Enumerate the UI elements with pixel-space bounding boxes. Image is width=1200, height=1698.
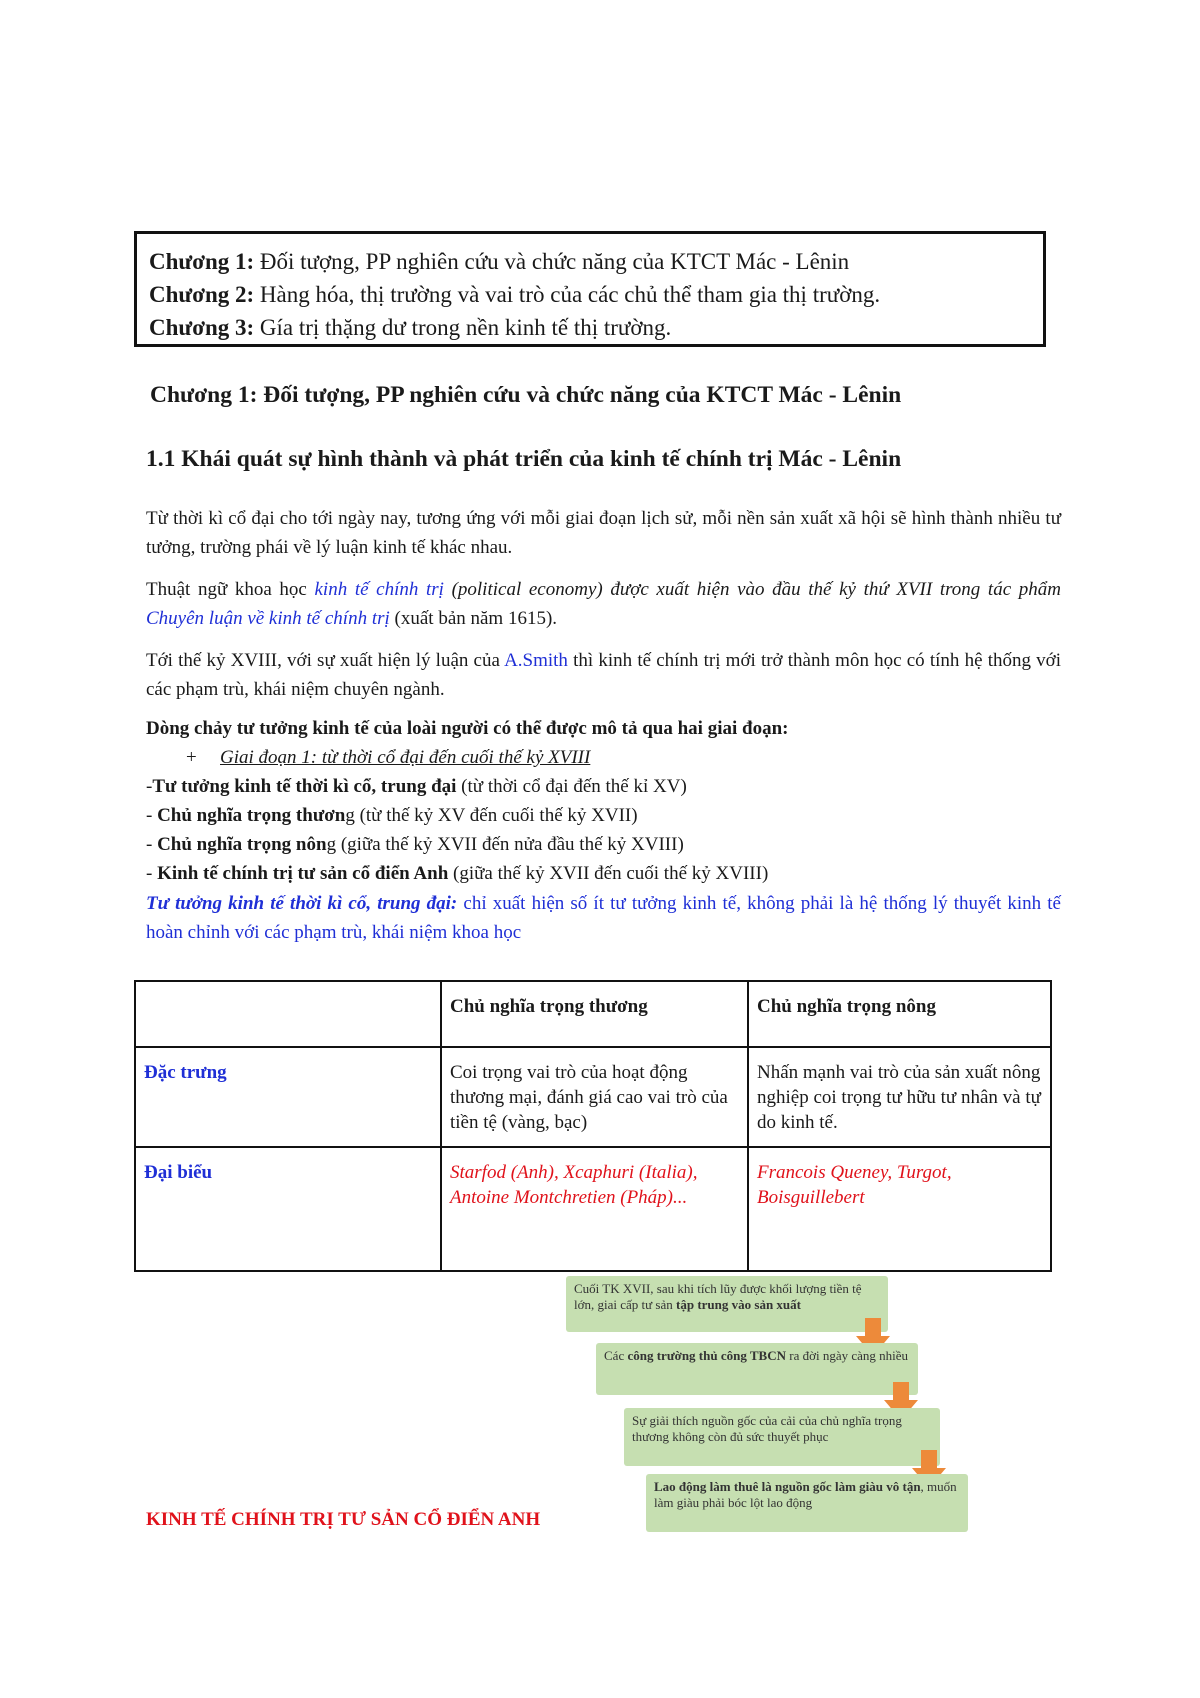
chapter-heading: Chương 1: Đối tượng, PP nghiên cứu và chức năng của KTCT Mác - Lênin [150, 382, 902, 408]
table-cell: Nhấn mạnh vai trò của sản xuất nông nghiệp coi trọng tư hữu tư nhân và tự do kinh tế. [748, 1047, 1051, 1147]
toc-line-2: Chương 2: Hàng hóa, thị trường và vai trò của các chủ thể tham gia thị trường. [149, 282, 881, 307]
term-paragraph: Thuật ngữ khoa học kinh tế chính trị (political economy) được xuất hiện vào đầu thế kỷ thứ XVII trong tác phẩm Chuyên luận về kinh tế chính trị (xuất bản năm 1615). [146, 579, 1061, 629]
table-row [135, 1147, 1051, 1271]
flow-step-4: Lao động làm thuê là nguồn gốc làm giàu vô tận, muốn làm giàu phải bóc lột lao động [646, 1474, 968, 1532]
stage-item-mercantilism: - Chủ nghĩa trọng thương (từ thế kỷ XV đến cuối thế kỷ XVII) [146, 805, 638, 826]
comparison-table [134, 980, 1052, 1272]
stage-item-classical-english: - Kinh tế chính trị tư sản cổ điển Anh (giữa thế kỷ XVII đến cuối thế kỷ XVIII) [146, 863, 769, 884]
table-cell: Francois Queney, Turgot, Boisguillebert [748, 1147, 1051, 1271]
flow-step-1: Cuối TK XVII, sau khi tích lũy được khối lượng tiền tệ lớn, giai cấp tư sản tập trung vào sản xuất [566, 1276, 888, 1332]
ancient-note: Tư tưởng kinh tế thời kì cổ, trung đại: chỉ xuất hiện số ít tư tưởng kinh tế, không phải là hệ thống lý thuyết kinh tế hoàn chỉnh với các phạm trù, khái niệm khoa học [146, 893, 1061, 943]
row-label: Đặc trưng [135, 1047, 441, 1147]
intro-paragraph: Từ thời kì cổ đại cho tới ngày nay, tương ứng với mỗi giai đoạn lịch sử, mỗi nền sản xuất xã hội sẽ hình thành nhiều tư tưởng, trường phái về lý luận kinh tế khác nhau. [146, 508, 1061, 558]
table-row [135, 1047, 1051, 1147]
table-header-row [135, 981, 1051, 1047]
row-label: Đại biểu [135, 1147, 441, 1271]
table-header-cell: Chủ nghĩa trọng thương [441, 981, 748, 1047]
table-header-cell: Chủ nghĩa trọng nông [748, 981, 1051, 1047]
section-heading: 1.1 Khái quát sự hình thành và phát triển của kinh tế chính trị Mác - Lênin [146, 446, 902, 472]
plus-bullet: + [186, 747, 197, 768]
table-cell: Starfod (Anh), Xcaphuri (Italia), Antoine Montchretien (Pháp)... [441, 1147, 748, 1271]
smith-paragraph: Tới thế kỷ XVIII, với sự xuất hiện lý luận của A.Smith thì kinh tế chính trị mới trở thành môn học có tính hệ thống với các phạm trù, khái niệm chuyên ngành. [146, 650, 1061, 700]
flow-step-2: Các công trường thủ công TBCN ra đời ngày càng nhiều [596, 1343, 918, 1395]
smith-name: A.Smith [504, 650, 568, 671]
stage-item-ancient: -Tư tưởng kinh tế thời kì cổ, trung đại (từ thời cổ đại đến thế kỉ XV) [146, 776, 687, 797]
toc-line-1: Chương 1: Đối tượng, PP nghiên cứu và chức năng của KTCT Mác - Lênin [149, 249, 850, 274]
work-title: Chuyên luận về kinh tế chính trị [146, 608, 390, 629]
flow-title: Dòng chảy tư tưởng kinh tế của loài người có thể được mô tả qua hai giai đoạn: [146, 718, 789, 739]
term-kinh-te-chinh-tri: kinh tế chính trị [314, 579, 444, 600]
table-header-cell [135, 981, 441, 1047]
stage-1-line: + Giai đoạn 1: từ thời cổ đại đến cuối thế kỷ XVIII [186, 744, 590, 772]
toc-line-3: Chương 3: Gía trị thặng dư trong nền kinh tế thị trường. [149, 315, 672, 340]
table-cell: Coi trọng vai trò của hoạt động thương mại, đánh giá cao vai trò của tiền tệ (vàng, bạc) [441, 1047, 748, 1147]
classical-english-heading: KINH TẾ CHÍNH TRỊ TƯ SẢN CỔ ĐIỂN ANH [146, 1509, 541, 1530]
chapter-outline-box [134, 231, 1046, 347]
stage-item-physiocracy: - Chủ nghĩa trọng nông (giữa thế kỷ XVII đến nửa đầu thế kỷ XVIII) [146, 834, 684, 855]
flow-step-3: Sự giải thích nguồn gốc của cải của chủ nghĩa trọng thương không còn đủ sức thuyết phục [624, 1408, 940, 1466]
